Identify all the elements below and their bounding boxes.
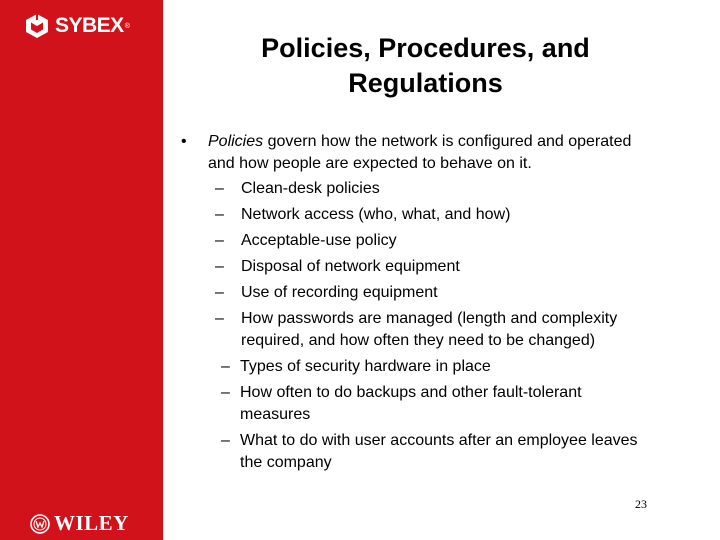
sub-bullet-dash: – bbox=[221, 358, 230, 375]
sub-bullet-dash: – bbox=[221, 432, 230, 449]
sub-bullet-text: What to do with user accounts after an employee leaves bbox=[240, 432, 638, 449]
sub-bullet-dash: – bbox=[215, 310, 224, 327]
sub-bullet-text: Clean-desk policies bbox=[241, 180, 380, 197]
sub-bullet-dash: – bbox=[215, 284, 224, 301]
sub-bullet-dash: – bbox=[215, 232, 224, 249]
sub-bullet-text: Acceptable-use policy bbox=[241, 232, 397, 249]
sub-bullet-text: How passwords are managed (length and complexity bbox=[241, 310, 618, 327]
wiley-seal-icon bbox=[30, 514, 50, 534]
slide-title-line2: Regulations bbox=[348, 68, 503, 98]
sub-bullet-dash: – bbox=[215, 206, 224, 223]
sub-bullet-text: the company bbox=[240, 454, 332, 471]
bullet-text-line2: and how people are expected to behave on it. bbox=[208, 155, 532, 172]
sub-bullet-dash: – bbox=[221, 384, 230, 401]
sybex-cube-icon bbox=[24, 13, 50, 39]
bullet-marker: • bbox=[181, 133, 187, 150]
sub-bullet-text: Disposal of network equipment bbox=[241, 258, 460, 275]
wiley-logo bbox=[30, 511, 129, 536]
wiley-wordmark: WILEY bbox=[54, 511, 129, 535]
sybex-logo bbox=[24, 13, 130, 39]
red-sidebar bbox=[0, 0, 163, 540]
bullet-text-line1 bbox=[208, 132, 631, 152]
slide-title-line1: Policies, Procedures, and bbox=[261, 33, 590, 63]
sub-bullet-text: Use of recording equipment bbox=[241, 284, 438, 301]
sybex-wordmark: SYBEX bbox=[55, 14, 124, 37]
sub-bullet-text: Types of security hardware in place bbox=[240, 358, 491, 375]
sub-bullet-dash: – bbox=[215, 258, 224, 275]
sub-bullet-text: How often to do backups and other fault-tolerant bbox=[240, 384, 582, 401]
slide-title bbox=[163, 31, 688, 101]
sub-bullet-text: Network access (who, what, and how) bbox=[241, 206, 511, 223]
sub-bullet-text: measures bbox=[240, 406, 311, 423]
sybex-trademark: ® bbox=[124, 22, 130, 30]
policies-emphasis: Policies bbox=[208, 133, 264, 150]
bullet-text-rest: govern how the network is configured and operated bbox=[263, 133, 632, 150]
sub-bullet-text: required, and how often they need to be changed) bbox=[241, 332, 596, 349]
sub-bullet-dash: – bbox=[215, 180, 224, 197]
page-number: 23 bbox=[635, 497, 647, 511]
